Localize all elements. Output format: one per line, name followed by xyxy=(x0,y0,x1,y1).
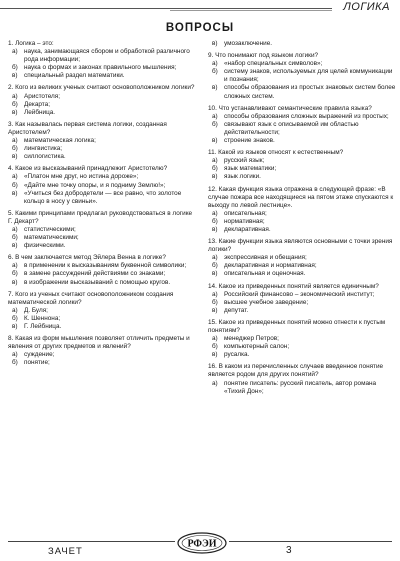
answer-option xyxy=(12,351,196,359)
answer-option xyxy=(212,343,396,351)
answer-option xyxy=(12,279,196,287)
svg-text:РФЭИ: РФЭИ xyxy=(187,538,217,550)
question-item xyxy=(208,52,396,101)
answer-option xyxy=(212,254,396,262)
answer-option xyxy=(212,68,396,84)
answer-option xyxy=(12,190,196,206)
option-text: математическая логика; xyxy=(24,137,96,145)
option-letter: в) xyxy=(12,153,18,161)
option-text: К. Шеннона; xyxy=(24,314,61,322)
option-text: компьютерный салон; xyxy=(224,343,290,351)
option-text: экспрессивная и обещания; xyxy=(224,254,307,262)
right-column xyxy=(208,40,396,400)
question-item xyxy=(208,283,396,315)
answer-option xyxy=(212,262,396,270)
question-item xyxy=(208,40,396,48)
answer-option xyxy=(212,291,396,299)
answer-option xyxy=(12,315,196,323)
option-text: язык математики; xyxy=(224,165,277,173)
option-letter: б) xyxy=(12,270,18,278)
answer-option xyxy=(12,93,196,101)
answer-option xyxy=(12,48,196,64)
option-letter: б) xyxy=(212,120,218,128)
option-letter: а) xyxy=(212,379,218,387)
question-text: 14. Какое из приведенных понятий является единичным? xyxy=(208,282,379,290)
question-item xyxy=(208,186,396,235)
option-letter: б) xyxy=(12,314,18,322)
answer-option xyxy=(12,101,196,109)
answer-option xyxy=(12,226,196,234)
answer-option xyxy=(12,242,196,250)
option-letter: а) xyxy=(12,48,18,56)
option-text: Д. Буля; xyxy=(24,306,48,314)
option-text: описательная и оценочная. xyxy=(224,270,306,278)
option-text: язык логики. xyxy=(224,173,261,181)
option-text: в изображении высказываний с помощью кругов. xyxy=(24,278,171,286)
option-letter: а) xyxy=(12,137,18,145)
answer-option xyxy=(212,165,396,173)
option-letter: в) xyxy=(12,278,18,286)
question-item xyxy=(208,105,396,145)
question-item xyxy=(8,84,196,116)
option-text: описательная; xyxy=(224,209,267,217)
answer-option xyxy=(12,182,196,190)
option-letter: в) xyxy=(12,323,18,330)
question-item xyxy=(8,40,196,80)
question-text: 4. Какое из высказываний принадлежит Аристотелю? xyxy=(8,165,168,173)
option-text: «набор специальных символов»; xyxy=(224,60,323,68)
option-letter: б) xyxy=(12,64,18,72)
question-text: 15. Какое из приведенных понятий можно отнести к пустым понятиям? xyxy=(208,318,386,334)
answer-option xyxy=(212,40,396,48)
option-letter: в) xyxy=(12,242,18,250)
question-item xyxy=(8,254,196,286)
answer-option xyxy=(212,299,396,307)
question-text: 5. Какими принципами предлагал руководствоваться в логике Г. Декарт? xyxy=(8,209,193,225)
option-letter: а) xyxy=(212,112,218,120)
answer-option xyxy=(12,307,196,315)
option-letter: а) xyxy=(12,351,18,359)
answer-option xyxy=(212,84,396,100)
option-text: в применении к высказываниям буквенной символики; xyxy=(24,262,187,270)
question-text: 8. Какая из форм мышления позволяет отличить предметы и явления от других предметов и явлений? xyxy=(8,335,190,351)
question-text: 10. Что устанавливают семантические правила языка? xyxy=(208,104,372,112)
option-text: строение знаков. xyxy=(224,137,275,145)
option-letter: б) xyxy=(12,359,18,367)
footer xyxy=(0,528,400,561)
option-text: специальный раздел математики. xyxy=(24,72,125,80)
answer-option xyxy=(212,210,396,218)
option-text: понятие писатель: русский писатель, автор романа «Тихий Дон»; xyxy=(224,379,377,395)
question-text: 16. В каком из перечисленных случаев введенное понятие является родом для других понятий? xyxy=(208,363,384,379)
footer-label: ЗАЧЕТ xyxy=(48,546,83,557)
answer-option xyxy=(12,359,196,367)
option-letter: а) xyxy=(212,335,218,343)
answer-option xyxy=(12,173,196,181)
option-text: силлогистика. xyxy=(24,153,66,161)
answer-option xyxy=(212,226,396,234)
option-letter: в) xyxy=(212,84,218,92)
answer-option xyxy=(12,145,196,153)
question-text: 1. Логика – это: xyxy=(8,40,54,47)
answer-option xyxy=(212,335,396,343)
option-letter: в) xyxy=(212,40,218,47)
option-text: «Дайте мне точку опоры, и я подниму Землю!»; xyxy=(24,181,166,189)
question-text: 12. Какая функция языка отражена в следующей фразе: «В случае пожара все находящиеся на пятом этаже спускаются к выходу по левой лестнице». xyxy=(208,185,394,209)
publisher-logo xyxy=(175,532,229,554)
option-text: Декарта; xyxy=(24,100,50,108)
answer-option xyxy=(212,157,396,165)
option-letter: б) xyxy=(212,217,218,225)
option-text: декларативная и нормативная; xyxy=(224,262,317,270)
question-item xyxy=(8,165,196,205)
page-number: 3 xyxy=(286,545,292,556)
question-text: 11. Какой из языков относят к естественным? xyxy=(208,149,344,157)
answer-option xyxy=(12,323,196,331)
option-letter: в) xyxy=(12,108,18,116)
answer-option xyxy=(212,173,396,181)
question-item xyxy=(208,363,396,395)
answer-option xyxy=(212,351,396,359)
option-text: менеджер Петров; xyxy=(224,335,279,343)
option-text: депутат. xyxy=(224,306,249,314)
answer-option xyxy=(212,380,396,396)
option-text: систему знаков, используемых для целей коммуникации и познания; xyxy=(224,68,393,84)
option-letter: б) xyxy=(212,343,218,351)
option-text: наука, занимающаяся сбором и обработкой различного рода информации; xyxy=(24,48,190,64)
answer-option xyxy=(12,234,196,242)
option-text: русалка. xyxy=(224,351,250,359)
option-text: Лейбница. xyxy=(24,108,56,116)
answer-option xyxy=(12,72,196,80)
option-letter: в) xyxy=(12,72,18,80)
option-letter: в) xyxy=(212,270,218,278)
option-letter: а) xyxy=(12,173,18,181)
option-letter: а) xyxy=(12,225,18,233)
option-letter: а) xyxy=(212,209,218,217)
option-letter: б) xyxy=(12,145,18,153)
option-text: способы образования из простых знаковых систем более сложных систем. xyxy=(224,84,396,100)
answer-option xyxy=(12,270,196,278)
option-text: Г. Лейбница. xyxy=(24,323,62,330)
option-letter: а) xyxy=(212,60,218,68)
option-text: связывают язык с описываемой им областью действительности; xyxy=(224,120,359,136)
option-text: декларативная. xyxy=(224,225,271,233)
option-text: русский язык; xyxy=(224,157,265,165)
option-text: лингвистика; xyxy=(24,145,63,153)
option-letter: б) xyxy=(212,298,218,306)
option-text: физическими. xyxy=(24,242,66,250)
option-letter: б) xyxy=(12,181,18,189)
option-letter: а) xyxy=(212,290,218,298)
page-title: ВОПРОСЫ xyxy=(165,22,235,34)
answer-option xyxy=(212,218,396,226)
question-item xyxy=(8,121,196,161)
option-letter: б) xyxy=(212,262,218,270)
question-item xyxy=(8,291,196,331)
option-letter: в) xyxy=(212,137,218,145)
question-text: 9. Что понимают под языком логики? xyxy=(208,52,319,60)
option-text: понятие; xyxy=(24,359,50,367)
option-text: умозаключение. xyxy=(224,40,273,47)
question-item xyxy=(208,319,396,359)
header-rule xyxy=(0,0,400,14)
option-text: нормативная; xyxy=(224,217,265,225)
option-text: Российский финансово – экономический институт; xyxy=(224,290,375,298)
option-letter: а) xyxy=(212,254,218,262)
question-text: 7. Кого из ученых считают основоположником создания математической логики? xyxy=(8,290,174,306)
option-letter: в) xyxy=(212,351,218,359)
option-letter: а) xyxy=(12,306,18,314)
option-text: суждение; xyxy=(24,351,55,359)
option-text: высшее учебное заведение; xyxy=(224,298,309,306)
answer-option xyxy=(12,137,196,145)
option-letter: в) xyxy=(212,225,218,233)
option-letter: б) xyxy=(212,165,218,173)
option-text: математическими; xyxy=(24,234,79,242)
option-letter: б) xyxy=(212,68,218,76)
option-text: статистическими; xyxy=(24,225,76,233)
answer-option xyxy=(212,113,396,121)
answer-option xyxy=(12,109,196,117)
option-text: способы образования сложных выражений из простых; xyxy=(224,112,389,120)
answer-option xyxy=(12,153,196,161)
option-text: «Платон мне друг, но истина дороже»; xyxy=(24,173,139,181)
option-letter: а) xyxy=(212,157,218,165)
option-letter: б) xyxy=(12,234,18,242)
answer-option xyxy=(212,137,396,145)
answer-option xyxy=(212,121,396,137)
option-letter: б) xyxy=(12,100,18,108)
question-item xyxy=(8,210,196,250)
option-letter: в) xyxy=(212,306,218,314)
question-text: 3. Как называлась первая система логики, созданная Аристотелем? xyxy=(8,120,167,136)
option-letter: в) xyxy=(212,173,218,181)
option-text: наука о формах и законах правильного мышления; xyxy=(24,64,177,72)
option-letter: а) xyxy=(12,262,18,270)
question-text: 6. В чем заключается метод Эйлера Венна в логике? xyxy=(8,254,166,262)
running-header: ЛОГИКА xyxy=(343,1,390,13)
option-text: в замене рассуждений действиями со знаками; xyxy=(24,270,166,278)
answer-option xyxy=(212,270,396,278)
question-text: 13. Какие функции языка являются основными с точки зрения логики? xyxy=(208,238,393,254)
question-text: 2. Кого из великих ученых считают основоположником логики? xyxy=(8,84,195,92)
option-text: Аристотеля; xyxy=(24,92,61,100)
answer-option xyxy=(212,307,396,315)
option-text: «Учиться без добродетели — все равно, что золотое кольцо в носу у свиньи». xyxy=(24,189,182,205)
option-letter: а) xyxy=(12,92,18,100)
question-item xyxy=(8,335,196,367)
left-column xyxy=(8,40,196,371)
option-letter: в) xyxy=(12,189,18,197)
question-item xyxy=(208,149,396,181)
question-item xyxy=(208,238,396,278)
